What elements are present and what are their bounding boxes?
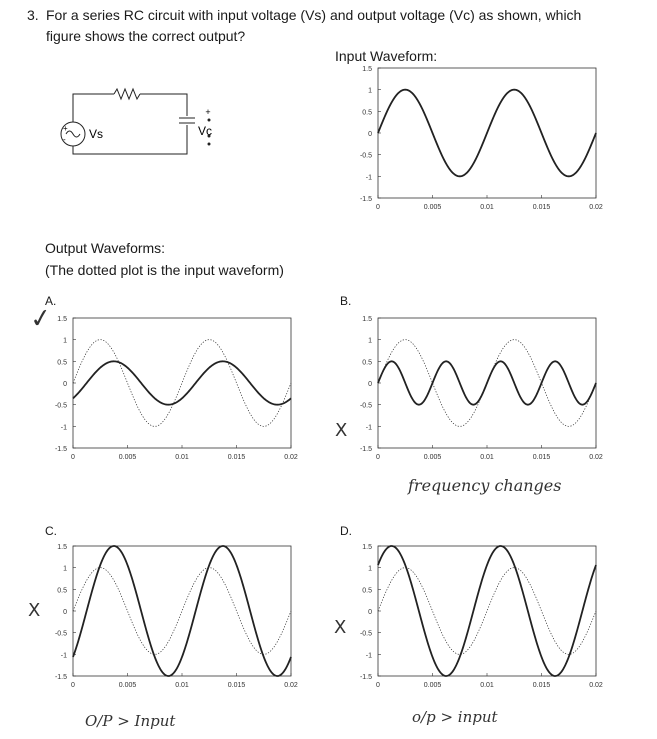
y-tick-label: -0.5 — [359, 630, 372, 638]
y-tick-label: 1 — [63, 565, 67, 573]
option-c-label: C. — [45, 524, 57, 538]
x-tick-label: 0.005 — [423, 454, 442, 461]
y-tick-label: -1.5 — [54, 674, 67, 681]
y-tick-label: 0.5 — [362, 109, 372, 117]
vc-label: Vc — [198, 124, 213, 138]
question-text-line1: For a series RC circuit with input voltage (Vs) and output voltage (Vc) as shown, which — [46, 7, 582, 23]
wire-top-right — [140, 94, 187, 116]
x-mark-c: X — [28, 600, 41, 621]
y-tick-label: -0.5 — [54, 630, 67, 638]
output-waveforms-title: Output Waveforms: — [45, 240, 166, 256]
y-tick-label: -1 — [365, 652, 372, 660]
output-series-solid — [73, 361, 291, 404]
y-tick-label: -1 — [365, 174, 372, 182]
y-tick-label: 1 — [368, 565, 372, 573]
source-minus: - — [63, 135, 66, 144]
y-tick-label: 1.5 — [362, 66, 372, 73]
x-tick-label: 0.02 — [589, 454, 603, 461]
y-tick-label: 0.5 — [57, 359, 67, 367]
y-tick-label: 1 — [63, 337, 67, 345]
x-tick-label: 0.02 — [589, 682, 603, 689]
x-tick-label: 0.01 — [175, 682, 189, 689]
output-note: (The dotted plot is the input waveform) — [45, 262, 284, 278]
question-number: 3. — [27, 7, 39, 23]
input-series-dotted — [73, 340, 291, 427]
vs-label: Vs — [89, 127, 104, 141]
y-tick-label: 0 — [368, 131, 372, 138]
x-mark-d: X — [334, 617, 347, 638]
option-d-chart — [330, 540, 605, 700]
y-tick-label: 1 — [368, 337, 372, 345]
y-tick-label: 1.5 — [362, 316, 372, 323]
y-tick-label: 1 — [368, 87, 372, 95]
x-tick-label: 0 — [376, 204, 380, 211]
plot-frame — [73, 318, 291, 448]
vc-plus: + — [205, 107, 211, 117]
y-tick-label: -1 — [60, 652, 67, 660]
x-tick-label: 0 — [376, 682, 380, 689]
y-tick-label: 0.5 — [362, 587, 372, 595]
x-tick-label: 0.005 — [423, 204, 442, 211]
option-b-label: B. — [340, 294, 352, 308]
option-b-chart — [330, 312, 605, 472]
y-tick-label: -1 — [365, 424, 372, 432]
x-tick-label: 0.02 — [284, 454, 298, 461]
x-tick-label: 0.01 — [175, 454, 189, 461]
x-tick-label: 0.015 — [227, 454, 246, 461]
source-plus: + — [63, 124, 68, 133]
option-d-label: D. — [340, 524, 352, 538]
x-tick-label: 0 — [71, 682, 75, 689]
y-tick-label: -1.5 — [359, 674, 372, 681]
y-tick-label: -0.5 — [359, 402, 372, 410]
rc-circuit-diagram — [50, 84, 225, 174]
x-tick-label: 0 — [71, 454, 75, 461]
y-tick-label: -1 — [60, 424, 67, 432]
resistor — [114, 89, 140, 99]
y-tick-label: -1.5 — [359, 446, 372, 453]
x-tick-label: 0.02 — [589, 204, 603, 211]
output-series-solid — [378, 546, 596, 676]
note-op-greater-input-c: O/P > Input — [85, 712, 176, 730]
y-tick-label: 0 — [368, 609, 372, 616]
option-a-chart — [25, 312, 300, 472]
y-tick-label: 1.5 — [57, 316, 67, 323]
y-tick-label: -1.5 — [54, 446, 67, 453]
x-tick-label: 0.01 — [480, 454, 494, 461]
check-mark: ✓ — [28, 302, 54, 336]
output-series-solid — [73, 546, 291, 676]
x-tick-label: 0.005 — [423, 682, 442, 689]
x-tick-label: 0.005 — [118, 454, 137, 461]
x-tick-label: 0.015 — [227, 682, 246, 689]
output-series-solid — [378, 361, 596, 404]
y-tick-label: 0 — [368, 381, 372, 388]
y-tick-label: 0 — [63, 609, 67, 616]
y-tick-label: 0.5 — [57, 587, 67, 595]
y-tick-label: 1.5 — [57, 544, 67, 551]
x-tick-label: 0.015 — [532, 204, 551, 211]
y-tick-label: -0.5 — [359, 152, 372, 160]
input-waveform-chart — [330, 62, 605, 222]
x-tick-label: 0.02 — [284, 682, 298, 689]
x-tick-label: 0.015 — [532, 682, 551, 689]
y-tick-label: -1.5 — [359, 196, 372, 203]
x-tick-label: 0.01 — [480, 682, 494, 689]
option-c-chart — [25, 540, 300, 700]
x-tick-label: 0.015 — [532, 454, 551, 461]
y-tick-label: 1.5 — [362, 544, 372, 551]
wire-top-left — [73, 94, 114, 122]
ac-source-wave — [66, 131, 80, 137]
y-tick-label: 0 — [63, 381, 67, 388]
note-frequency-changes: frequency changes — [408, 476, 562, 495]
note-op-greater-input-d: o/p > input — [412, 708, 498, 726]
x-tick-label: 0.01 — [480, 204, 494, 211]
x-mark-b: X — [335, 420, 348, 441]
y-tick-label: -0.5 — [54, 402, 67, 410]
input-waveform-title: Input Waveform: — [335, 48, 438, 64]
output-series-solid — [378, 90, 596, 177]
x-tick-label: 0 — [376, 454, 380, 461]
x-tick-label: 0.005 — [118, 682, 137, 689]
option-a-label: A. — [45, 294, 57, 308]
question-text-line2: figure shows the correct output? — [46, 28, 246, 44]
y-tick-label: 0.5 — [362, 359, 372, 367]
